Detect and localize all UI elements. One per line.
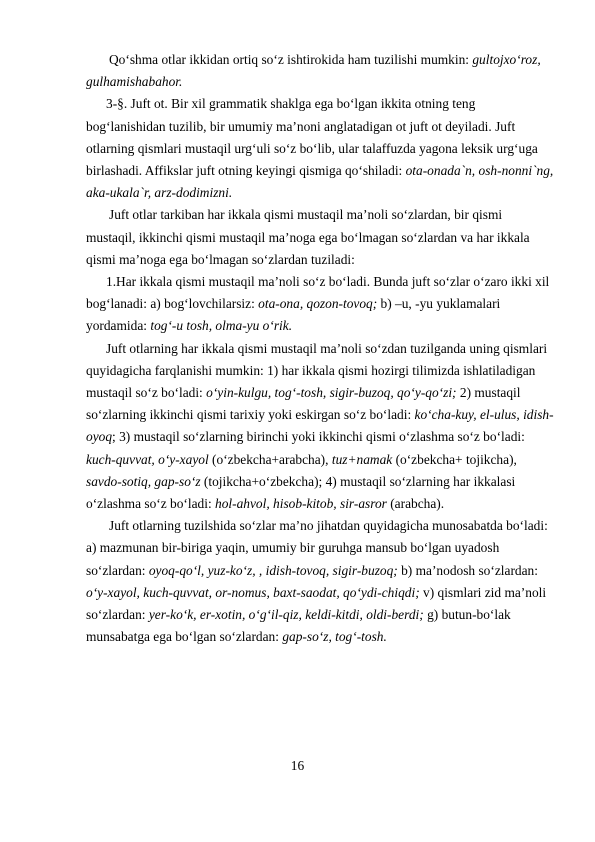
example-text: oyoq-qo‘l, yuz-ko‘z, , idish-tovoq, sigir-buzoq; — [148, 562, 398, 578]
paragraph — [86, 338, 554, 516]
example-text: ota-ona, qozon-tovoq; — [258, 296, 378, 312]
body-text: (o‘zbekcha+arabcha), — [208, 451, 332, 467]
body-text: (o‘zbekcha+ tojikcha), — [392, 451, 517, 467]
example-text: o‘y-xayol, kuch-quvvat, or-nomus, baxt-saodat, qo‘ydi-chiqdi; — [86, 584, 420, 600]
page-number: 16 — [290, 758, 305, 773]
example-text: gap-so‘z, tog‘-tosh. — [282, 629, 387, 645]
body-text: Qo‘shma otlar ikkidan ortiq so‘z ishtirokida ham tuzilishi mumkin: — [109, 52, 473, 67]
example-text: o‘yin-kulgu, tog‘-tosh, sigir-buzoq, qo‘y-qo‘zi; — [206, 385, 457, 401]
body-text: b) ma’nodosh so‘zlardan: — [397, 562, 538, 578]
paragraph — [86, 271, 554, 338]
body-text: 2) mustaqil so‘zlarning ikkinchi qismi tarixiy yoki eskirgan so‘z bo‘ladi: — [86, 385, 521, 423]
paragraph — [86, 93, 554, 204]
body-text: Juft otlarning har ikkala qismi mustaqil ma’noli so‘zdan tuzilganda uning qismlari quyidagicha farqlanishi mumkin: 1) har ikkala qismi hozirgi tilimizda ishlatiladigan mustaqil so‘z bo‘ladi: — [86, 340, 548, 401]
example-text: tog‘-u tosh, olma-yu o‘rik. — [150, 318, 293, 334]
body-text: v) qismlari zid ma’noli so‘zlardan: — [86, 584, 547, 623]
example-text: tuz+namak — [331, 451, 393, 467]
example-text: gultojxo‘roz, gulhamishabahor. — [86, 52, 541, 90]
body-text: Juft otlar tarkiban har ikkala qismi mustaqil ma’noli so‘zlardan, bir qismi mustaqil, ikkinchi qismi mustaqil ma’noga ega bo‘lmagan so‘zlardan va har ikkala qismi ma’noga ega bo‘lmagan so‘zlardan tuziladi: — [86, 207, 530, 267]
paragraph — [86, 515, 554, 648]
body-text: 3-§. Juft ot. Bir xil grammatik shaklga ega bo‘lgan ikkita otning teng bog‘lanishidan tuzilib, bir umumiy ma’noni anglatadigan ot juft ot deyiladi. Juft otlarning qismlari mustaqil urg‘uli so‘z bo‘lib, ular talaffuzda yagona leksik urg‘uga birlashadi. Affikslar juft otning keyingi qismiga qo‘shiladi: — [86, 96, 538, 179]
body-text: Juft otlarning tuzilshida so‘zlar ma’no jihatdan quyidagicha munosabatda bo‘ladi: a) mazmunan bir-biriga yaqin, umumiy bir guruhga mansub bo‘lgan uyadosh so‘zlardan: — [86, 518, 548, 578]
example-text: ota-onada`n, osh-nonni`ng, aka-ukala`r, arz-dodimizni. — [86, 163, 554, 201]
example-text: ko‘cha-kuy, el-ulus, idish-oyoq — [86, 407, 554, 445]
paragraph — [86, 204, 554, 271]
example-text: kuch-quvvat, o‘y-xayol — [86, 451, 209, 467]
text-block — [86, 49, 554, 648]
example-text: hol-ahvol, hisob-kitob, sir-asror — [215, 496, 387, 512]
example-text: savdo-sotiq, gap-so‘z — [86, 473, 201, 489]
body-text: (arabcha). — [386, 496, 445, 512]
body-text: (tojikcha+o‘zbekcha); 4) mustaqil so‘zlarning har ikkalasi o‘zlashma so‘z bo‘ladi: — [86, 473, 516, 512]
body-text: ; 3) mustaqil so‘zlarning birinchi yoki ikkinchi qismi o‘zlashma so‘z bo‘ladi: — [112, 429, 525, 445]
body-text: 1.Har ikkala qismi mustaqil ma’noli so‘z bo‘ladi. Bunda juft so‘zlar o‘zaro ikki xil bog‘lanadi: a) bog‘lovchilarsiz: — [86, 274, 550, 312]
paragraph — [86, 49, 554, 93]
body-text: b) –u, -yu yuklamalari yordamida: — [86, 296, 501, 334]
body-text: g) butun-bo‘lak munsabatga ega bo‘lgan so‘zlardan: — [86, 607, 511, 645]
example-text: yer-ko‘k, er-xotin, o‘g‘il-qiz, keldi-kitdi, oldi-berdi; — [148, 607, 424, 623]
